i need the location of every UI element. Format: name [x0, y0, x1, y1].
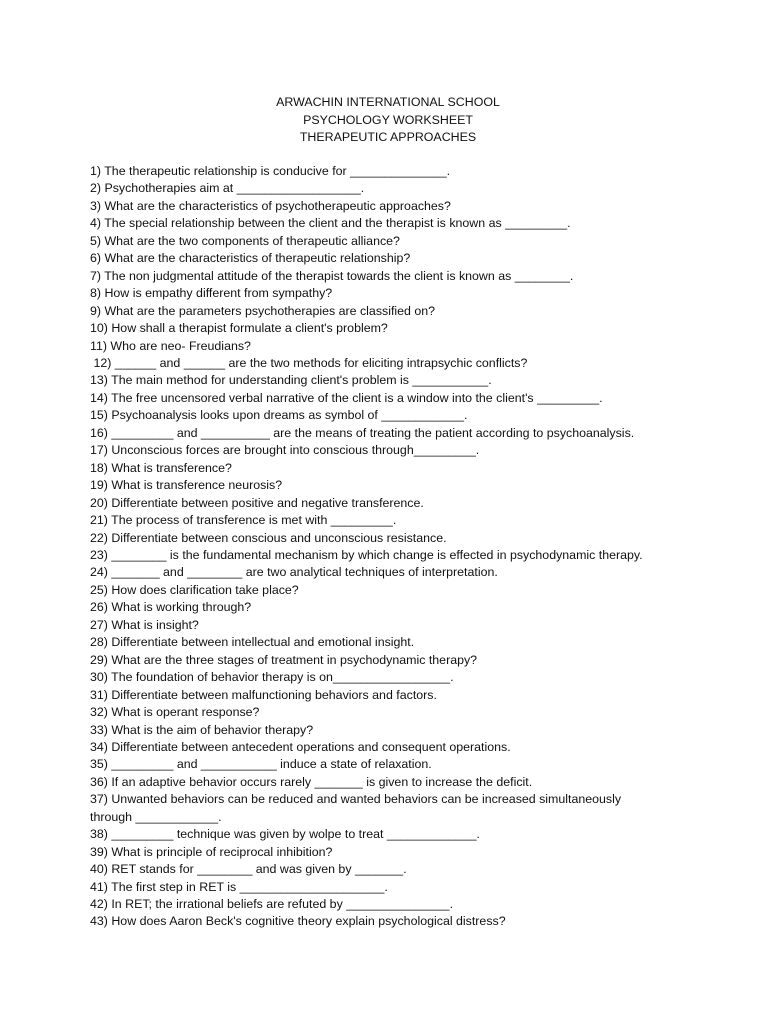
question-41: 41) The first step in RET is _____________________. [90, 879, 388, 894]
question-11: 11) Who are neo- Freudians? [90, 338, 251, 353]
question-38: 38) _________ technique was given by wolpe to treat _____________. [90, 827, 480, 842]
question-23: 23) ________ is the fundamental mechanism by which change is effected in psychodynamic therapy. [90, 547, 643, 562]
question-3: 3) What are the characteristics of psychotherapeutic approaches? [90, 198, 451, 213]
question-1: 1) The therapeutic relationship is conducive for ______________. [90, 164, 451, 178]
question-21: 21) The process of transference is met with _________. [90, 513, 397, 528]
question-37: 37) Unwanted behaviors can be reduced and wanted behaviors can be increased simultaneously through ____________. [90, 792, 622, 824]
question-36: 36) If an adaptive behavior occurs rarely _______ is given to increase the deficit. [90, 774, 533, 789]
question-8: 8) How is empathy different from sympathy? [90, 286, 333, 301]
worksheet-subject: PSYCHOLOGY WORKSHEET [303, 112, 473, 127]
question-18: 18) What is transference? [90, 460, 232, 475]
question-17: 17) Unconscious forces are brought into conscious through_________. [90, 443, 480, 458]
question-14: 14) The free uncensored verbal narrative of the client is a window into the client's _________. [90, 390, 603, 405]
question-20: 20) Differentiate between positive and negative transference. [90, 495, 424, 510]
question-19: 19) What is transference neurosis? [90, 478, 283, 493]
question-39: 39) What is principle of reciprocal inhibition? [90, 844, 333, 859]
question-26: 26) What is working through? [90, 600, 252, 615]
question-2: 2) Psychotherapies aim at __________________. [90, 181, 365, 196]
worksheet-header [0, 94, 768, 147]
question-12: 12) ______ and ______ are the two methods for eliciting intrapsychic conflicts? [90, 355, 528, 370]
question-32: 32) What is operant response? [90, 705, 260, 720]
question-13: 13) The main method for understanding client's problem is ___________. [90, 373, 492, 388]
question-22: 22) Differentiate between conscious and unconscious resistance. [90, 530, 447, 545]
question-15: 15) Psychoanalysis looks upon dreams as symbol of ____________. [90, 408, 468, 423]
question-25: 25) How does clarification take place? [90, 582, 299, 597]
question-29: 29) What are the three stages of treatment in psychodynamic therapy? [90, 652, 478, 667]
question-35: 35) _________ and ___________ induce a state of relaxation. [90, 757, 432, 772]
question-5: 5) What are the two components of therapeutic alliance? [90, 233, 400, 248]
question-33: 33) What is the aim of behavior therapy? [90, 722, 314, 737]
worksheet-topic: THERAPEUTIC APPROACHES [299, 130, 477, 144]
question-16: 16) _________ and __________ are the means of treating the patient according to psychoanalysis. [90, 425, 635, 440]
question-24: 24) _______ and ________ are two analytical techniques of interpretation. [90, 565, 498, 580]
question-9: 9) What are the parameters psychotherapies are classified on? [90, 303, 436, 318]
question-34: 34) Differentiate between antecedent operations and consequent operations. [90, 739, 511, 754]
question-list [90, 163, 690, 931]
question-4: 4) The special relationship between the client and the therapist is known as _________. [90, 216, 571, 231]
question-43: 43) How does Aaron Beck's cognitive theory explain psychological distress? [90, 914, 506, 929]
school-name: ARWACHIN INTERNATIONAL SCHOOL [276, 95, 500, 109]
question-30: 30) The foundation of behavior therapy is on_________________. [90, 670, 454, 685]
question-42: 42) In RET; the irrational beliefs are refuted by _______________. [90, 897, 454, 912]
question-6: 6) What are the characteristics of therapeutic relationship? [90, 251, 411, 266]
question-28: 28) Differentiate between intellectual and emotional insight. [90, 635, 415, 650]
question-40: 40) RET stands for ________ and was given by _______. [90, 862, 407, 877]
question-27: 27) What is insight? [90, 617, 199, 632]
question-10: 10) How shall a therapist formulate a client's problem? [90, 321, 388, 336]
question-31: 31) Differentiate between malfunctioning behaviors and factors. [90, 687, 437, 702]
question-7: 7) The non judgmental attitude of the therapist towards the client is known as ________. [90, 268, 574, 283]
